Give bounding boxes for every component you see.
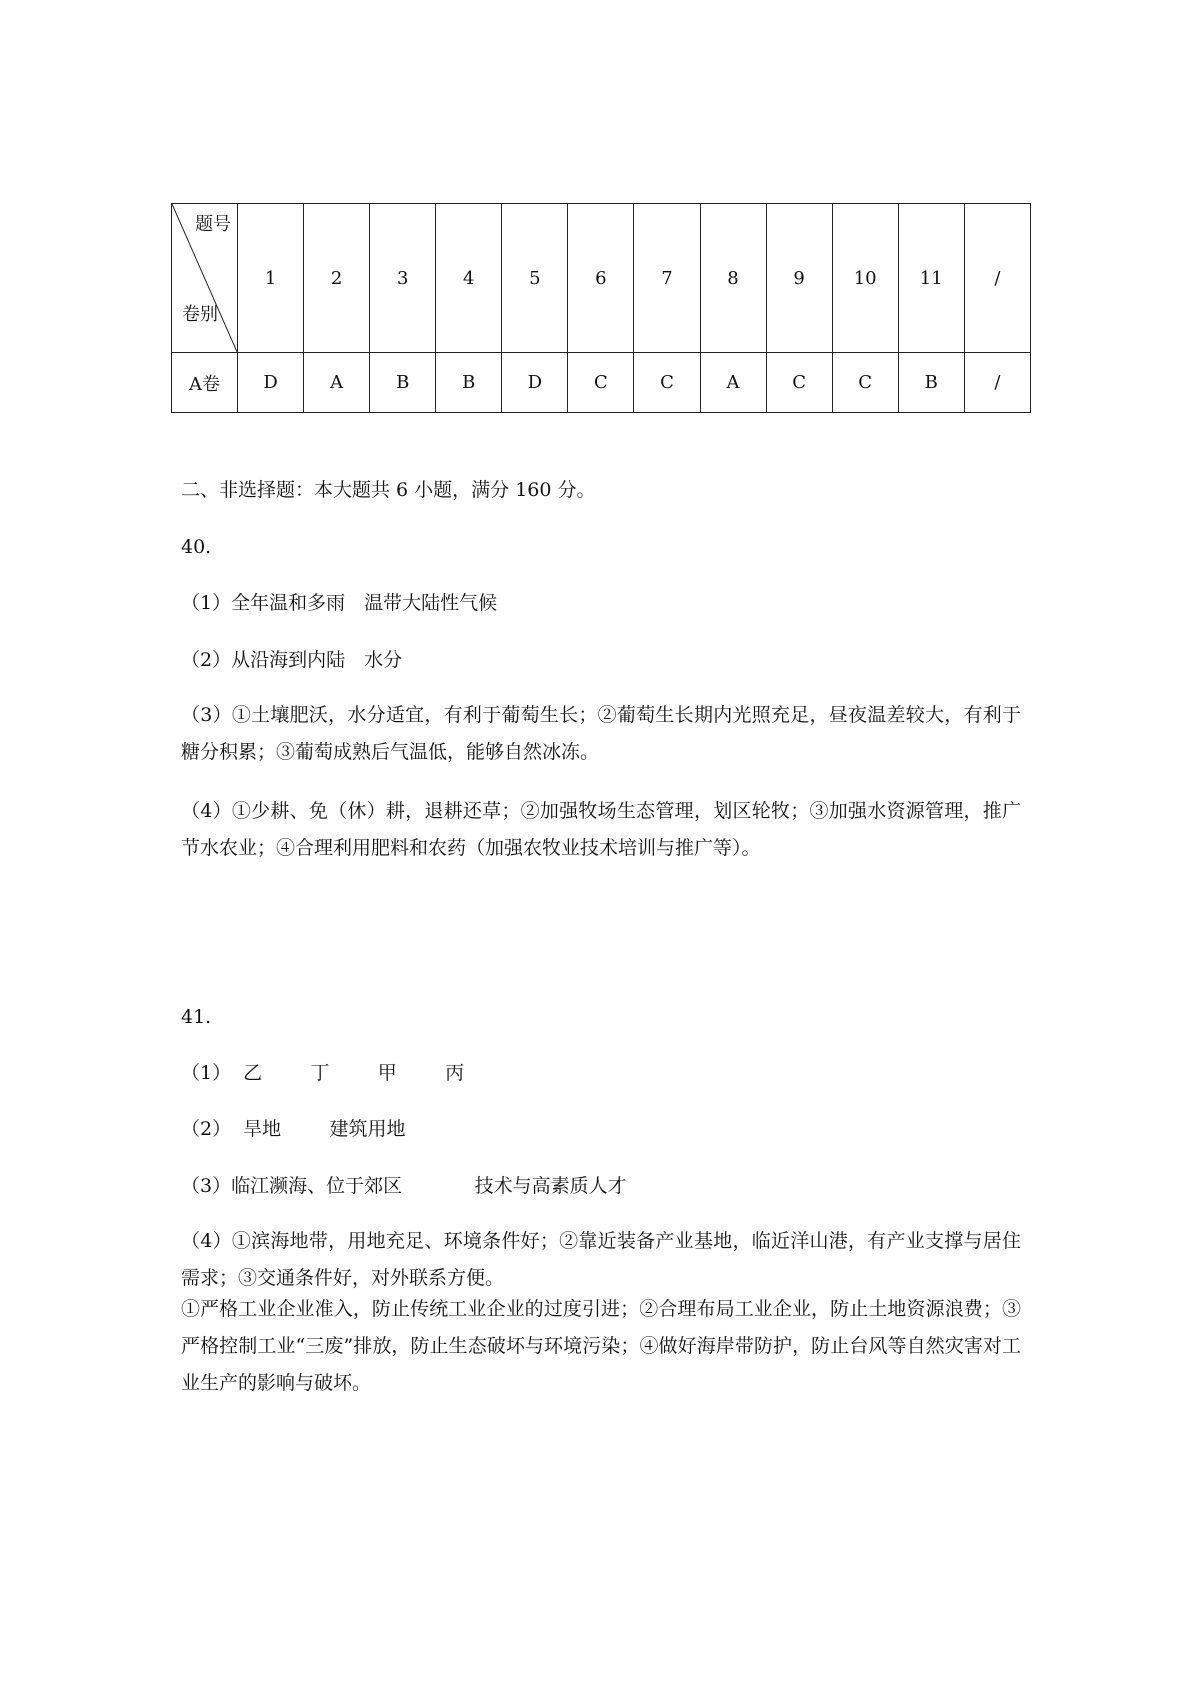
column-header: 1 — [238, 204, 304, 353]
answer-cell: C — [634, 353, 700, 413]
question-40-answer-2: （2）从沿海到内陆 水分 — [181, 649, 403, 671]
column-header: 10 — [832, 204, 898, 353]
question-40-answer-3: （3）①土壤肥沃，水分适宜，有利于葡萄生长；②葡萄生长期内光照充足，昼夜温差较大，有利于糖分积累；③葡萄成熟后气温低，能够自然冰冻。 — [181, 704, 1021, 763]
column-header: 5 — [502, 204, 568, 353]
question-41-answer-4: （4）①滨海地带，用地充足、环境条件好；②靠近装备产业基地，临近洋山港，有产业支撑与居住需求；③交通条件好，对外联系方便。 — [181, 1230, 1021, 1289]
column-header: 3 — [370, 204, 436, 353]
table-header-row — [172, 204, 1031, 353]
question-41-answer-1: （1） 乙 丁 甲 丙 — [181, 1062, 465, 1084]
column-header: 11 — [898, 204, 964, 353]
column-header: 4 — [436, 204, 502, 353]
answer-cell: A — [700, 353, 766, 413]
question-41-number: 41. — [181, 1006, 212, 1028]
column-header: 2 — [304, 204, 370, 353]
row-label: A卷 — [172, 353, 238, 413]
paper-type-label: 卷别 — [182, 304, 218, 325]
question-40-answer-1: （1）全年温和多雨 温带大陆性气候 — [181, 592, 498, 614]
answer-cell: D — [502, 353, 568, 413]
table-corner-cell — [172, 204, 238, 353]
question-number-label: 题号 — [195, 214, 232, 235]
answer-cell: D — [238, 353, 304, 413]
column-header: / — [964, 204, 1030, 353]
answer-cell: A — [304, 353, 370, 413]
question-40-number: 40. — [181, 536, 212, 558]
answer-cell: C — [832, 353, 898, 413]
answer-cell: / — [964, 353, 1030, 413]
column-header: 7 — [634, 204, 700, 353]
question-41-answer-2: （2） 旱地 建筑用地 — [181, 1118, 406, 1140]
section-heading: 二、非选择题：本大题共 6 小题，满分 160 分。 — [181, 479, 596, 501]
answer-cell: C — [766, 353, 832, 413]
question-41-answer-5: ①严格工业企业准入，防止传统工业企业的过度引进；②合理布局工业企业，防止土地资源浪费；③严格控制工业“三废”排放，防止生态破坏与环境污染；④做好海岸带防护，防止台风等自然灾害对工业生产的影响与破坏。 — [181, 1298, 1021, 1394]
answer-cell: C — [568, 353, 634, 413]
question-40-answer-4: （4）①少耕、免（休）耕，退耕还草；②加强牧场生态管理，划区轮牧；③加强水资源管理，推广节水农业；④合理利用肥料和农药（加强农牧业技术培训与推广等）。 — [181, 800, 1021, 859]
table-row-a-paper — [172, 353, 1031, 413]
column-header: 9 — [766, 204, 832, 353]
column-header: 6 — [568, 204, 634, 353]
choice-answer-table — [171, 203, 1031, 413]
question-41-answer-3: （3）临江濒海、位于郊区 技术与高素质人才 — [181, 1175, 627, 1197]
column-header: 8 — [700, 204, 766, 353]
answer-cell: B — [436, 353, 502, 413]
answer-cell: B — [370, 353, 436, 413]
answer-cell: B — [898, 353, 964, 413]
